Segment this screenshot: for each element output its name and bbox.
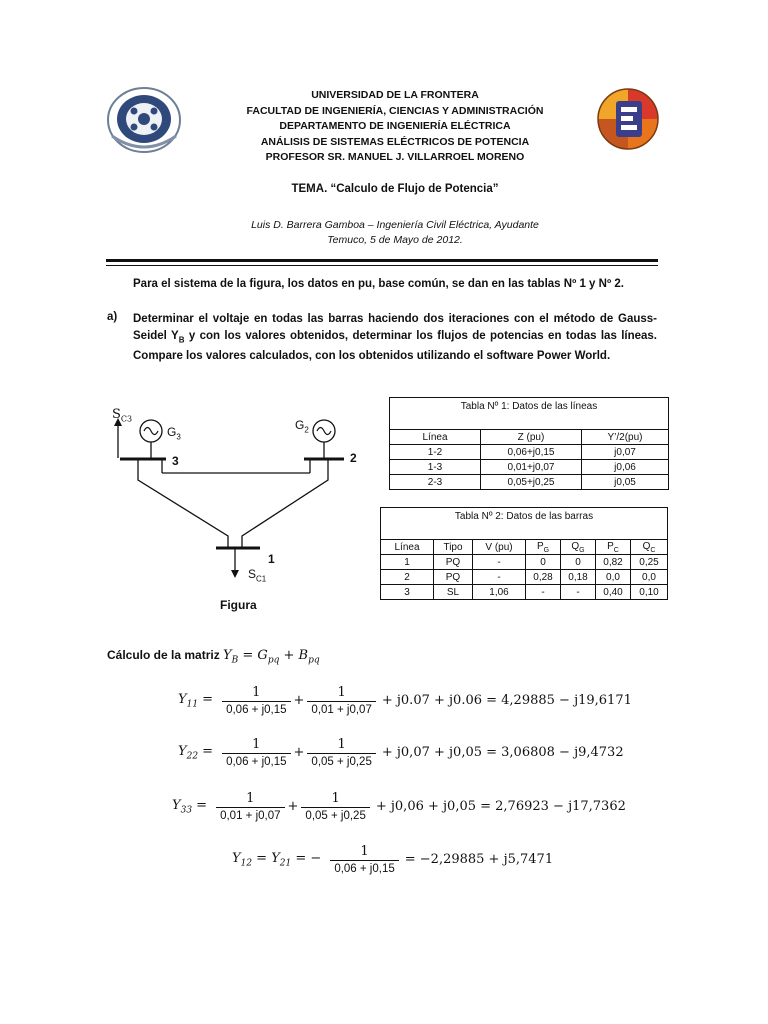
item-a-text-part1: Determinar el voltaje en todas las barras haciendo dos iteraciones con el método de Gauss-Seidel Y bbox=[133, 313, 657, 342]
table-header-row: Línea Z (pu) Y’/2(pu) bbox=[390, 430, 669, 445]
bus-1-label: 1 bbox=[268, 552, 275, 566]
header-line-university: UNIVERSIDAD DE LA FRONTERA bbox=[311, 89, 479, 101]
header-divider-thick bbox=[106, 259, 658, 262]
university-seal-logo bbox=[104, 86, 184, 158]
item-a-text bbox=[133, 311, 657, 365]
g2-label: $G_2$ bbox=[295, 418, 309, 435]
header-line-professor: PROFESOR SR. MANUEL J. VILLARROEL MORENO bbox=[265, 151, 525, 163]
table-row: 1-3 0,01+j0,07 j0,06 bbox=[390, 460, 669, 475]
bus-3-label: 3 bbox=[172, 454, 179, 468]
g3-label: $G_3$ bbox=[167, 425, 181, 442]
table1-caption: Tabla Nº 1: Datos de las líneas bbox=[390, 398, 669, 430]
intro-paragraph: Para el sistema de la figura, los datos en pu, base común, se dan en las tablas Nº 1 y Nº 2. bbox=[133, 278, 624, 290]
bus-2-label: 2 bbox=[350, 451, 357, 465]
table2-caption: Tabla Nº 2: Datos de las barras bbox=[381, 508, 668, 540]
sc1-load-arrow-head bbox=[231, 570, 239, 578]
institution-header bbox=[200, 88, 590, 166]
header-line-faculty: FACULTAD DE INGENIERÍA, CIENCIAS Y ADMINISTRACIÓN bbox=[246, 104, 544, 117]
equation-y22: $Y_{22}$ = $\frac{1}{0,06 + j0,15}$ + $\frac{1}{0,05 + j0,25}$ + j0,07 + j0,05 = 3,06808 − j9,4732 bbox=[178, 737, 624, 768]
table-row: 2-3 0,05+j0,25 j0,05 bbox=[390, 475, 669, 490]
table-row: 3 SL 1,06 - - 0,40 0,10 bbox=[381, 585, 668, 600]
item-a-text-part2: y con los valores obtenidos, determinar los flujos de potencias en todas las líneas. Compare los valores calculados, con los obtenidos utilizando el software Power World. bbox=[133, 329, 657, 363]
table-header-row: Línea Tipo V (pu) $P_G$ $Q_G$ $P_C$ $Q_C$ bbox=[381, 540, 668, 555]
one-line-diagram bbox=[100, 400, 380, 600]
table-row: 2 PQ - 0,28 0,18 0,0 0,0 bbox=[381, 570, 668, 585]
document-topic: TEMA. “Calculo de Flujo de Potencia” bbox=[291, 183, 499, 195]
bus-data-table bbox=[380, 507, 668, 600]
header-divider-thin bbox=[106, 265, 658, 266]
author-line: Luis D. Barrera Gamboa – Ingeniería Civil Eléctrica, Ayudante bbox=[251, 219, 539, 231]
equation-y11: $Y_{11}$ = $\frac{1}{0,06 + j0,15}$ + $\frac{1}{0,01 + j0,07}$ + j0.07 + j0.06 = 4,29885 − j19,6171 bbox=[178, 685, 632, 716]
figure-caption: Figura bbox=[220, 598, 257, 612]
header-line-course: ANÁLISIS DE SISTEMAS ELÉCTRICOS DE POTENCIA bbox=[260, 135, 530, 148]
author-block bbox=[150, 218, 640, 248]
table-row: 1-2 0,06+j0,15 j0,07 bbox=[390, 445, 669, 460]
ybus-calc-heading: Cálculo de la matriz $Y_B = G_{pq} + B_{pq}$ bbox=[107, 648, 320, 666]
header-line-department: DEPARTAMENTO DE INGENIERÍA ELÉCTRICA bbox=[279, 120, 511, 132]
sc3-label: $S_{C3}$ bbox=[112, 407, 133, 424]
line-data-table bbox=[389, 397, 669, 490]
equation-y33: $Y_{33}$ = $\frac{1}{0,01 + j0,07}$ + $\frac{1}{0,05 + j0,25}$ + j0,06 + j0,05 = 2,76923 − j17,7362 bbox=[172, 791, 626, 822]
table-row: 1 PQ - 0 0 0,82 0,25 bbox=[381, 555, 668, 570]
equation-y12: $Y_{12} = Y_{21}$ = − $\frac{1}{0,06 + j0,15}$ = −2,29885 + j5,7471 bbox=[232, 844, 554, 875]
sc1-label: $S_{C1}$ bbox=[248, 567, 267, 584]
item-a-subscript: B bbox=[178, 334, 185, 344]
department-logo bbox=[596, 87, 660, 151]
date-line: Temuco, 5 de Mayo de 2012. bbox=[327, 234, 463, 246]
item-a-label: a) bbox=[107, 311, 118, 323]
